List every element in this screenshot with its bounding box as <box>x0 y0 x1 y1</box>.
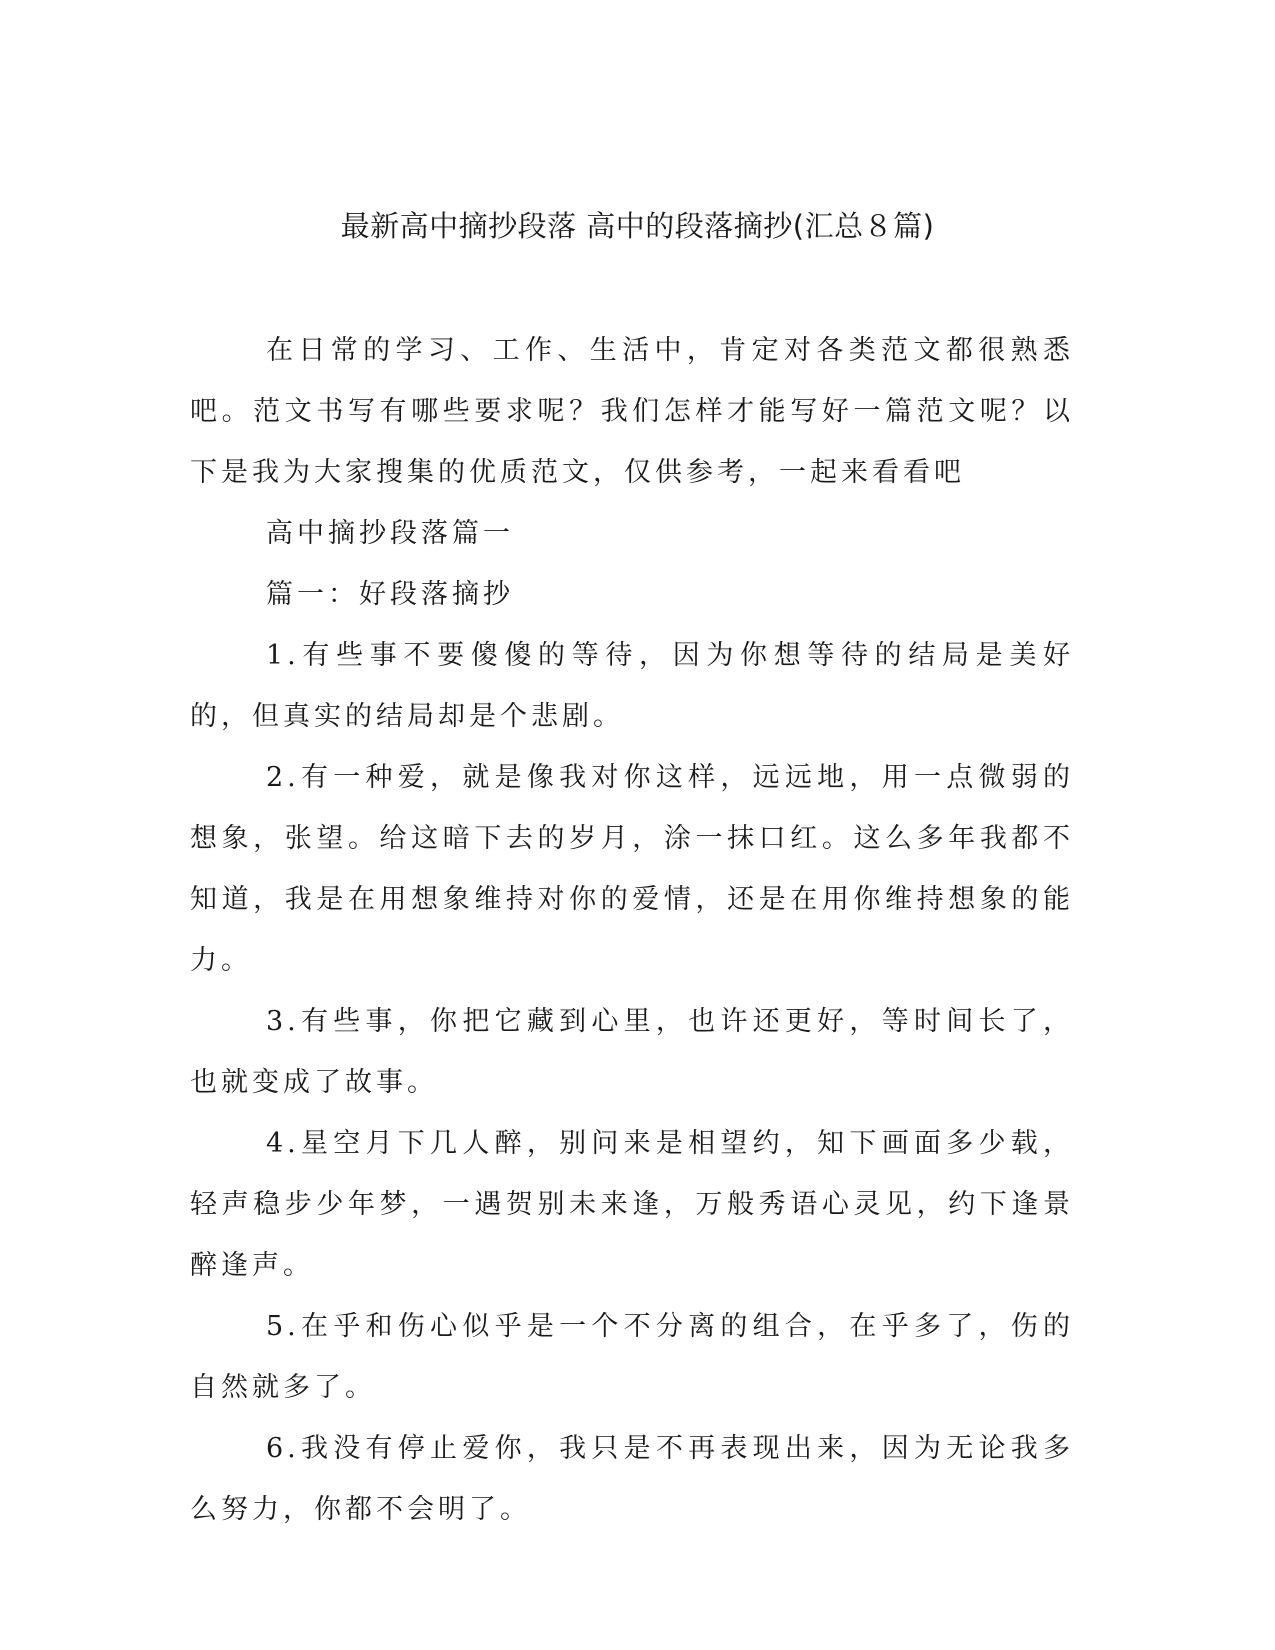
excerpt-paragraph-1: 1.有些事不要傻傻的等待，因为你想等待的结局是美好的，但真实的结局却是个悲剧。 <box>190 640 1074 732</box>
excerpt-paragraph-2: 2.有一种爱，就是像我对你这样，远远地，用一点微弱的想象，张望。给这暗下去的岁月，涂一抹口红。这么多年我都不知道，我是在用想象维持对你的爱情，还是在用你维持想象的能力。 <box>190 762 1074 976</box>
intro-paragraph: 在日常的学习、工作、生活中，肯定对各类范文都很熟悉吧。范文书写有哪些要求呢？我们怎样才能写好一篇范文呢？以下是我为大家搜集的优质范文，仅供参考，一起来看看吧 <box>190 335 1074 488</box>
document-body <box>190 320 1074 1540</box>
excerpt-paragraph-5: 5.在乎和伤心似乎是一个不分离的组合，在乎多了，伤的自然就多了。 <box>190 1311 1074 1403</box>
subsection-heading: 篇一：好段落摘抄 <box>266 579 514 610</box>
section-heading: 高中摘抄段落篇一 <box>266 518 514 549</box>
document-title: 最新高中摘抄段落 高中的段落摘抄(汇总８篇) <box>340 209 935 243</box>
excerpt-paragraph-3: 3.有些事，你把它藏到心里，也许还更好，等时间长了，也就变成了故事。 <box>190 1006 1074 1098</box>
excerpt-paragraph-6: 6.我没有停止爱你，我只是不再表现出来，因为无论我多么努力，你都不会明了。 <box>190 1433 1074 1525</box>
excerpt-paragraph-4: 4.星空月下几人醉，别问来是相望约，知下画面多少载，轻声稳步少年梦，一遇贺别未来逢，万般秀语心灵见，约下逢景醉逢声。 <box>190 1128 1074 1281</box>
